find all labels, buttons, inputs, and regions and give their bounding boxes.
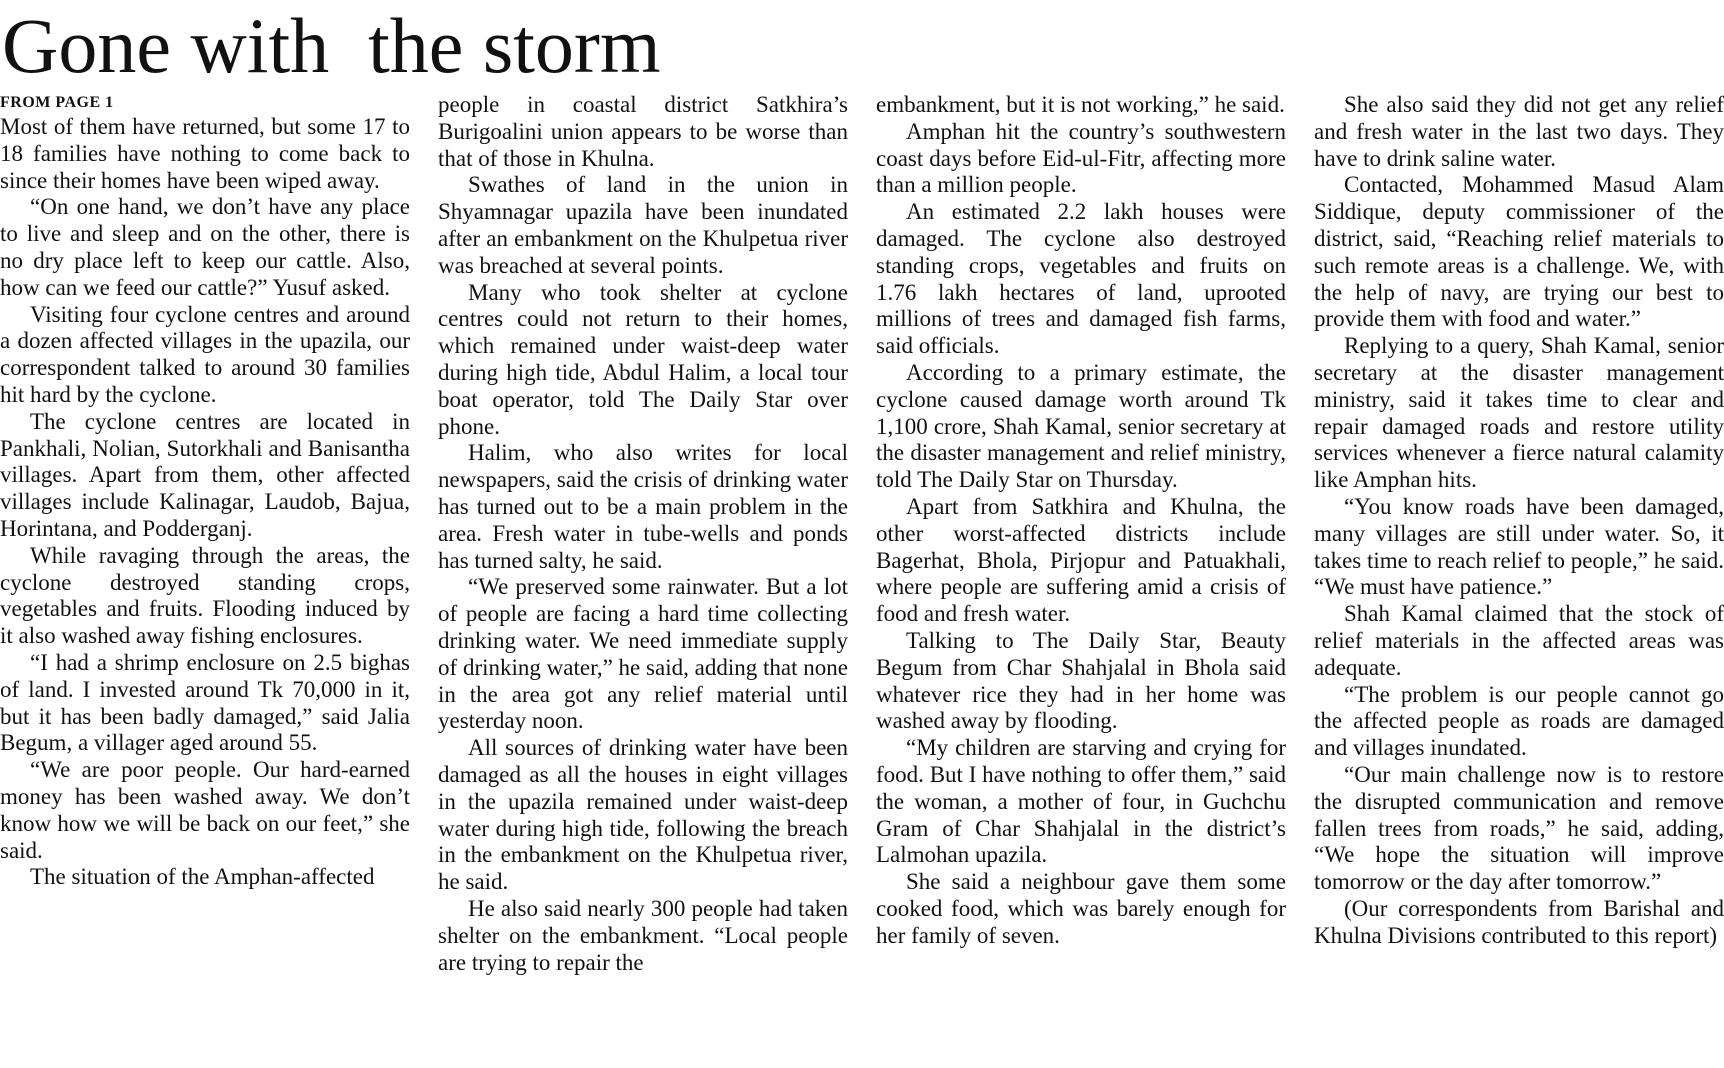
column-4 bbox=[1314, 92, 1724, 1064]
paragraph: Contacted, Mohammed Masud Alam Siddique, deputy commissioner of the district, said, “Reaching relief materials to such remote areas is a challenge. We, with the help of navy, are trying our best to provide them with food and water.” bbox=[1314, 172, 1724, 332]
paragraph: Shah Kamal claimed that the stock of relief materials in the affected areas was adequate. bbox=[1314, 601, 1724, 680]
paragraph: The situation of the Amphan-affected bbox=[30, 864, 375, 890]
paragraph: “I had a shrimp enclosure on 2.5 bighas of land. I invested around Tk 70,000 in it, but it has been badly damaged,” said Jalia Begum, a villager aged around 55. bbox=[0, 649, 410, 756]
paragraph: All sources of drinking water have been damaged as all the houses in eight villages in the upazila remained under waist-deep water during high tide, following the breach in the embankment on the Khulpetua river, he said. bbox=[438, 735, 848, 895]
paragraph: Apart from Satkhira and Khulna, the other worst-affected districts include Bagerhat, Bhola, Pirjopur and Patuakhali, where people are suffering amid a crisis of food and fresh water. bbox=[876, 493, 1286, 627]
paragraph: According to a primary estimate, the cyclone caused damage worth around Tk 1,100 crore, Shah Kamal, senior secretary at the disaster management and relief ministry, told The Daily Star on Thursday. bbox=[876, 359, 1286, 493]
paragraph: “My children are starving and crying for food. But I have nothing to offer them,” said the woman, a mother of four, in Guchchu Gram of Char Shahjalal in the district’s Lalmohan upazila. bbox=[876, 735, 1286, 868]
paragraph: Halim, who also writes for local newspapers, said the crisis of drinking water has turned out to be a main problem in the area. Fresh water in tube-wells and ponds has turned salty, he said. bbox=[438, 440, 848, 573]
paragraph: “On one hand, we don’t have any place to live and sleep and on the other, there is no dry place left to keep our cattle. Also, how can we feed our cattle?” Yusuf asked. bbox=[0, 194, 410, 300]
paragraph: He also said nearly 300 people had taken shelter on the embankment. “Local people are trying to repair the bbox=[438, 895, 848, 975]
headline: Gone with the storm bbox=[2, 2, 661, 89]
column-2 bbox=[438, 92, 848, 1064]
paragraph: (Our correspondents from Barishal and Khulna Divisions contributed to this report) bbox=[1314, 895, 1724, 948]
paragraph: “We preserved some rainwater. But a lot of people are facing a hard time collecting drinking water. We need immediate supply of drinking water,” he said, adding that none in the area got any relief material until yesterday noon. bbox=[438, 574, 848, 734]
paragraph: Replying to a query, Shah Kamal, senior secretary at the disaster management ministry, said it takes time to clear and repair damaged roads and restore utility services whenever a fierce natural calamity like Amphan hits. bbox=[1314, 333, 1724, 493]
paragraph: “We are poor people. Our hard-earned money has been washed away. We don’t know how we will be back on our feet,” she said. bbox=[0, 757, 410, 863]
paragraph: The cyclone centres are located in Pankhali, Nolian, Sutorkhali and Banisantha villages. Apart from them, other affected villages include Kalinagar, Laudob, Bajua, Horintana, and Podderganj. bbox=[0, 408, 410, 541]
paragraph: While ravaging through the areas, the cyclone destroyed standing crops, vegetables and fruits. Flooding induced by it also washed away fishing enclosures. bbox=[0, 542, 410, 649]
paragraph: An estimated 2.2 lakh houses were damaged. The cyclone also destroyed standing crops, vegetables and fruits on 1.76 lakh hectares of land, uprooted millions of trees and damaged fish farms, said officials. bbox=[876, 199, 1286, 359]
paragraph: She said a neighbour gave them some cooked food, which was barely enough for her family of seven. bbox=[876, 869, 1286, 948]
paragraph: Talking to The Daily Star, Beauty Begum from Char Shahjalal in Bhola said whatever rice they had in her home was washed away by flooding. bbox=[876, 627, 1286, 734]
paragraph: Amphan hit the country’s southwestern coast days before Eid-ul-Fitr, affecting more than a million people. bbox=[876, 118, 1286, 198]
paragraph: Many who took shelter at cyclone centres could not return to their homes, which remained under waist-deep water during high tide, Abdul Halim, a local tour boat operator, told The Daily Star over phone. bbox=[438, 279, 848, 439]
jump-label: FROM PAGE 1 bbox=[0, 94, 114, 111]
paragraph: She also said they did not get any relief and fresh water in the last two days. They have to drink saline water. bbox=[1314, 92, 1724, 171]
paragraph: embankment, but it is not working,” he said. bbox=[876, 92, 1285, 117]
paragraph: “The problem is our people cannot go the affected people as roads are damaged and villages inundated. bbox=[1314, 681, 1724, 761]
column-3 bbox=[876, 92, 1286, 1064]
paragraph: “You know roads have been damaged, many villages are still under water. So, it takes time to reach relief to people,” he said. “We must have patience.” bbox=[1314, 493, 1724, 600]
paragraph: people in coastal district Satkhira’s Burigoalini union appears to be worse than that of those in Khulna. bbox=[438, 92, 848, 171]
paragraph: “Our main challenge now is to restore the disrupted communication and remove fallen trees from roads,” he said, adding, “We hope the situation will improve tomorrow or the day after tomorrow.” bbox=[1314, 761, 1724, 895]
column-1 bbox=[0, 92, 410, 1064]
article-body bbox=[0, 92, 1724, 1064]
paragraph: Most of them have returned, but some 17 to 18 families have nothing to come back to since their homes have been wiped away. bbox=[0, 114, 410, 193]
paragraph: Visiting four cyclone centres and around a dozen affected villages in the upazila, our correspondent talked to around 30 families hit hard by the cyclone. bbox=[0, 301, 410, 407]
paragraph: Swathes of land in the union in Shyamnagar upazila have been inundated after an embankment on the Khulpetua river was breached at several points. bbox=[438, 172, 848, 278]
